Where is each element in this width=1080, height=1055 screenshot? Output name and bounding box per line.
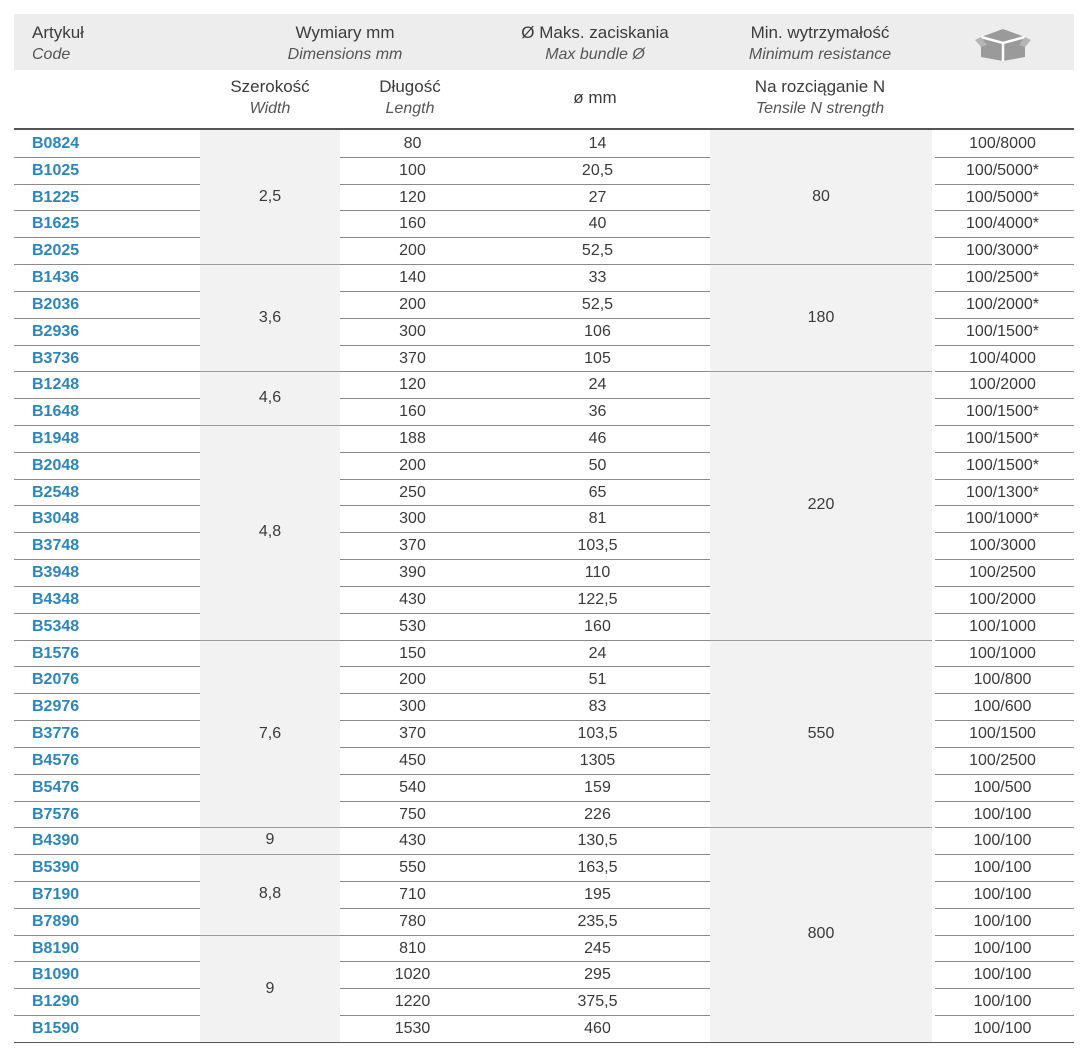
diameter-cell: 83	[588, 698, 607, 716]
package-cell: 100/3000	[969, 537, 1036, 555]
subheader-width	[215, 76, 325, 120]
diameter-cell: 51	[588, 671, 607, 689]
diameter-cell: 103,5	[577, 725, 618, 743]
package-cell: 100/4000*	[966, 215, 1039, 233]
diameter-cell: 50	[588, 456, 607, 474]
package-cell: 100/4000	[969, 349, 1036, 367]
product-code: B1948	[32, 430, 80, 448]
diameter-cell: 160	[584, 617, 611, 635]
diameter-cell: 81	[588, 510, 607, 528]
product-code: B5476	[32, 778, 80, 796]
length-cell: 1530	[394, 1020, 431, 1038]
product-code: B1025	[32, 161, 80, 179]
width-value: 2,5	[258, 188, 282, 205]
header-artykul: Artykuł	[32, 23, 84, 42]
diameter-cell: 46	[588, 430, 607, 448]
product-code: B4576	[32, 751, 80, 769]
header-code-en: Code	[32, 46, 71, 63]
product-code: B2036	[32, 295, 80, 313]
length-cell: 370	[399, 725, 426, 743]
product-code: B2048	[32, 456, 80, 474]
subheader-szerokosc: Szerokość	[230, 77, 310, 96]
diameter-cell: 40	[588, 215, 607, 233]
diameter-cell: 103,5	[577, 537, 618, 555]
length-cell: 300	[399, 510, 426, 528]
diameter-cell: 36	[588, 403, 607, 421]
subheader-tensile-en: Tensile N strength	[755, 100, 885, 117]
resistance-value: 180	[807, 309, 835, 327]
length-cell: 1220	[394, 993, 431, 1011]
subheader-omm-label: ø mm	[573, 88, 617, 107]
diameter-cell: 65	[588, 483, 607, 501]
resistance-value: 550	[807, 724, 835, 742]
diameter-cell: 163,5	[577, 859, 618, 877]
width-value: 7,6	[258, 724, 282, 742]
product-code: B0824	[32, 135, 80, 152]
product-code: B1090	[32, 966, 80, 984]
product-code: B8190	[32, 939, 80, 957]
package-cell: 100/100	[973, 1020, 1032, 1038]
length-cell: 550	[399, 859, 426, 877]
package-cell: 100/1000*	[966, 510, 1039, 528]
length-cell: 150	[399, 644, 426, 662]
package-cell: 100/1300*	[966, 483, 1039, 501]
width-value: 4,8	[258, 523, 282, 541]
package-cell: 100/1500*	[966, 430, 1039, 448]
length-cell: 710	[399, 885, 426, 903]
width-value: 8,8	[258, 885, 282, 903]
product-code: B2076	[32, 671, 80, 689]
diameter-cell: 195	[584, 885, 611, 903]
diameter-cell: 122,5	[577, 590, 618, 608]
header-maks: Ø Maks. zaciskania	[521, 23, 669, 42]
package-cell: 100/100	[973, 805, 1032, 823]
product-code: B2025	[32, 242, 80, 260]
product-code: B4348	[32, 590, 80, 608]
width-value: 4,6	[258, 389, 282, 407]
product-code: B3948	[32, 564, 80, 582]
length-cell: 810	[399, 939, 426, 957]
length-cell: 540	[399, 778, 426, 796]
length-cell: 750	[399, 805, 426, 823]
length-cell: 188	[399, 430, 426, 448]
header-wymiary: Wymiary mm	[295, 23, 395, 42]
length-cell: 370	[399, 537, 426, 555]
header-dimensions	[240, 22, 450, 66]
diameter-cell: 226	[584, 805, 611, 823]
header-bundle	[480, 22, 710, 66]
diameter-cell: 235,5	[577, 912, 618, 930]
product-code: B2548	[32, 483, 80, 501]
package-cell: 100/1000	[969, 617, 1036, 635]
package-cell: 100/100	[973, 832, 1032, 850]
subheader-width-en: Width	[249, 100, 291, 117]
subheader-dlugosc: Długość	[379, 77, 441, 96]
package-cell: 100/2500	[969, 751, 1036, 769]
package-cell: 100/1000	[969, 644, 1036, 662]
header-min-wytrz: Min. wytrzymałość	[750, 23, 890, 42]
product-code: B1648	[32, 403, 80, 421]
product-code: B4390	[32, 832, 80, 850]
package-cell: 100/3000*	[966, 242, 1039, 260]
diameter-cell: 27	[588, 188, 607, 206]
package-cell: 100/100	[973, 912, 1032, 930]
length-cell: 250	[399, 483, 426, 501]
length-cell: 200	[399, 242, 426, 260]
subheader-length	[355, 76, 465, 120]
diameter-cell: 159	[584, 778, 611, 796]
package-cell: 100/5000*	[966, 161, 1039, 179]
package-cell: 100/100	[973, 885, 1032, 903]
diameter-cell: 245	[584, 939, 611, 957]
length-cell: 120	[399, 188, 426, 206]
product-code: B3048	[32, 510, 80, 528]
package-cell: 100/600	[973, 698, 1032, 716]
length-cell: 530	[399, 617, 426, 635]
package-cell: 100/2500	[969, 564, 1036, 582]
subheader-tensile	[720, 76, 920, 120]
subheader-length-en: Length	[385, 100, 435, 117]
product-code: B1436	[32, 269, 80, 287]
package-cell: 100/500	[973, 778, 1032, 796]
diameter-cell: 52,5	[581, 295, 614, 313]
product-code: B1625	[32, 215, 80, 233]
length-cell: 450	[399, 751, 426, 769]
product-code: B7190	[32, 885, 80, 903]
diameter-cell: 14	[588, 135, 607, 152]
product-code: B3736	[32, 349, 80, 367]
length-cell: 370	[399, 349, 426, 367]
header-resistance-en: Minimum resistance	[748, 46, 892, 63]
package-box-icon	[973, 25, 1033, 63]
subheader-na-rozciaganie: Na rozciąganie N	[754, 77, 886, 96]
subheader-omm	[540, 87, 650, 109]
resistance-value: 80	[812, 188, 830, 205]
package-cell: 100/1500	[969, 725, 1036, 743]
length-cell: 390	[399, 564, 426, 582]
length-cell: 430	[399, 590, 426, 608]
length-cell: 160	[399, 215, 426, 233]
package-cell: 100/100	[973, 859, 1032, 877]
package-cell: 100/2000	[969, 590, 1036, 608]
package-cell: 100/1500*	[966, 322, 1039, 340]
product-code: B1225	[32, 188, 80, 206]
package-cell: 100/100	[973, 939, 1032, 957]
product-code: B5390	[32, 859, 80, 877]
diameter-cell: 295	[584, 966, 611, 984]
header-bundle-en: Max bundle Ø	[545, 46, 645, 63]
diameter-cell: 110	[584, 564, 611, 582]
header-resistance	[720, 22, 920, 66]
package-cell: 100/5000*	[966, 188, 1039, 206]
length-cell: 1020	[394, 966, 431, 984]
package-cell: 100/2000	[969, 376, 1036, 394]
product-code: B1590	[32, 1020, 80, 1038]
product-code: B7576	[32, 805, 80, 823]
resistance-value: 220	[807, 496, 835, 514]
package-cell: 100/1500*	[966, 403, 1039, 421]
product-code: B2976	[32, 698, 80, 716]
package-cell: 100/800	[973, 671, 1032, 689]
length-cell: 200	[399, 456, 426, 474]
product-code: B2936	[32, 322, 80, 340]
product-code: B1576	[32, 644, 80, 662]
bottom-rule	[14, 1042, 1074, 1043]
length-cell: 100	[399, 161, 426, 179]
diameter-cell: 24	[588, 376, 607, 394]
package-cell: 100/8000	[969, 135, 1036, 152]
product-code: B3776	[32, 725, 80, 743]
width-value: 9	[265, 831, 275, 849]
package-cell: 100/100	[973, 993, 1032, 1011]
product-code: B1248	[32, 376, 80, 394]
header-code	[14, 22, 102, 66]
diameter-cell: 106	[584, 322, 611, 340]
product-code: B1290	[32, 993, 80, 1011]
length-cell: 300	[399, 698, 426, 716]
diameter-cell: 130,5	[577, 832, 618, 850]
diameter-cell: 33	[588, 269, 607, 287]
diameter-cell: 375,5	[577, 993, 618, 1011]
length-cell: 200	[399, 671, 426, 689]
resistance-value: 800	[807, 925, 835, 943]
package-cell: 100/2000*	[966, 295, 1039, 313]
package-cell: 100/2500*	[966, 269, 1039, 287]
length-cell: 120	[399, 376, 426, 394]
product-code: B5348	[32, 617, 80, 635]
length-cell: 140	[399, 269, 426, 287]
length-cell: 780	[399, 912, 426, 930]
diameter-cell: 105	[584, 349, 611, 367]
length-cell: 300	[399, 322, 426, 340]
diameter-cell: 24	[588, 644, 607, 662]
package-cell: 100/100	[973, 966, 1032, 984]
package-cell: 100/1500*	[966, 456, 1039, 474]
length-cell: 80	[403, 135, 422, 152]
diameter-cell: 20,5	[581, 161, 614, 179]
header-dimensions-en: Dimensions mm	[287, 46, 403, 63]
length-cell: 160	[399, 403, 426, 421]
length-cell: 430	[399, 832, 426, 850]
width-value: 3,6	[258, 309, 282, 327]
diameter-cell: 1305	[579, 751, 616, 769]
diameter-cell: 52,5	[581, 242, 614, 260]
diameter-cell: 460	[584, 1020, 611, 1038]
product-code: B3748	[32, 537, 80, 555]
length-cell: 200	[399, 295, 426, 313]
product-code: B7890	[32, 912, 80, 930]
width-value: 9	[265, 979, 275, 997]
